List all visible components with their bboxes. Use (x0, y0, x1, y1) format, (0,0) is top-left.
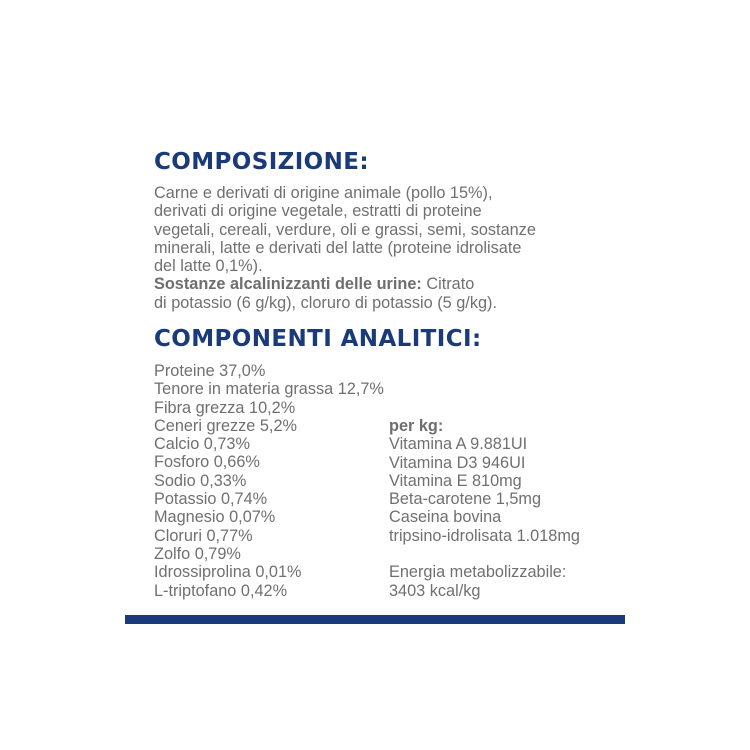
spacer (389, 545, 580, 563)
analytical-item: Sodio 0,33% (154, 471, 247, 490)
energy-value: 3403 kcal/kg (389, 581, 481, 600)
analytical-item: Proteine 37,0% (154, 362, 266, 380)
composizione-line: minerali, latte e derivati del latte (proteine idrolisate (154, 238, 522, 257)
componenti-heading: COMPONENTI ANALITICI: (154, 326, 482, 352)
composizione-line: vegetali, cereali, verdure, oli e grassi, semi, sostanze (154, 220, 536, 239)
alkaline-line (154, 275, 624, 293)
analytical-list (154, 362, 384, 600)
composizione-text (154, 184, 624, 312)
analytical-item: Fibra grezza 10,2% (154, 398, 296, 417)
composizione-line: del latte 0,1%). (154, 257, 263, 276)
analytical-item: Cloruri 0,77% (154, 526, 253, 545)
analytical-item: Potassio 0,74% (154, 490, 268, 509)
additive-item: Vitamina A 9.881UI (389, 435, 528, 454)
alkaline-text: Citrato (421, 275, 475, 294)
composizione-line: Carne e derivati di origine animale (pollo 15%), (154, 184, 493, 202)
bottom-rule (125, 615, 625, 624)
analytical-item: Ceneri grezze 5,2% (154, 416, 297, 435)
analytical-item: Zolfo 0,79% (154, 544, 241, 563)
additives-list (389, 417, 580, 600)
analytical-item: Calcio 0,73% (154, 435, 250, 454)
additive-item: Vitamina D3 946UI (389, 453, 526, 472)
analytical-item: Idrossiprolina 0,01% (154, 563, 302, 582)
composizione-heading: COMPOSIZIONE: (154, 149, 369, 175)
additive-item: Vitamina E 810mg (389, 471, 522, 490)
additive-item: tripsino-idrolisata 1.018mg (389, 526, 580, 545)
energy-label: Energia metabolizzabile: (389, 563, 567, 582)
additive-item: Beta-carotene 1,5mg (389, 490, 542, 509)
analytical-item: Tenore in materia grassa 12,7% (154, 380, 384, 399)
per-kg-label: per kg: (389, 417, 444, 435)
composizione-line: derivati di origine vegetale, estratti di proteine (154, 202, 482, 221)
analytical-item: L-triptofano 0,42% (154, 581, 288, 600)
alkaline-label: Sostanze alcalinizzanti delle urine: (154, 275, 422, 294)
additive-item: Caseina bovina (389, 508, 502, 527)
analytical-item: Magnesio 0,07% (154, 508, 276, 527)
alkaline-line-2: di potassio (6 g/kg), cloruro di potassio (5 g/kg). (154, 293, 497, 312)
analytical-item: Fosforo 0,66% (154, 453, 260, 472)
